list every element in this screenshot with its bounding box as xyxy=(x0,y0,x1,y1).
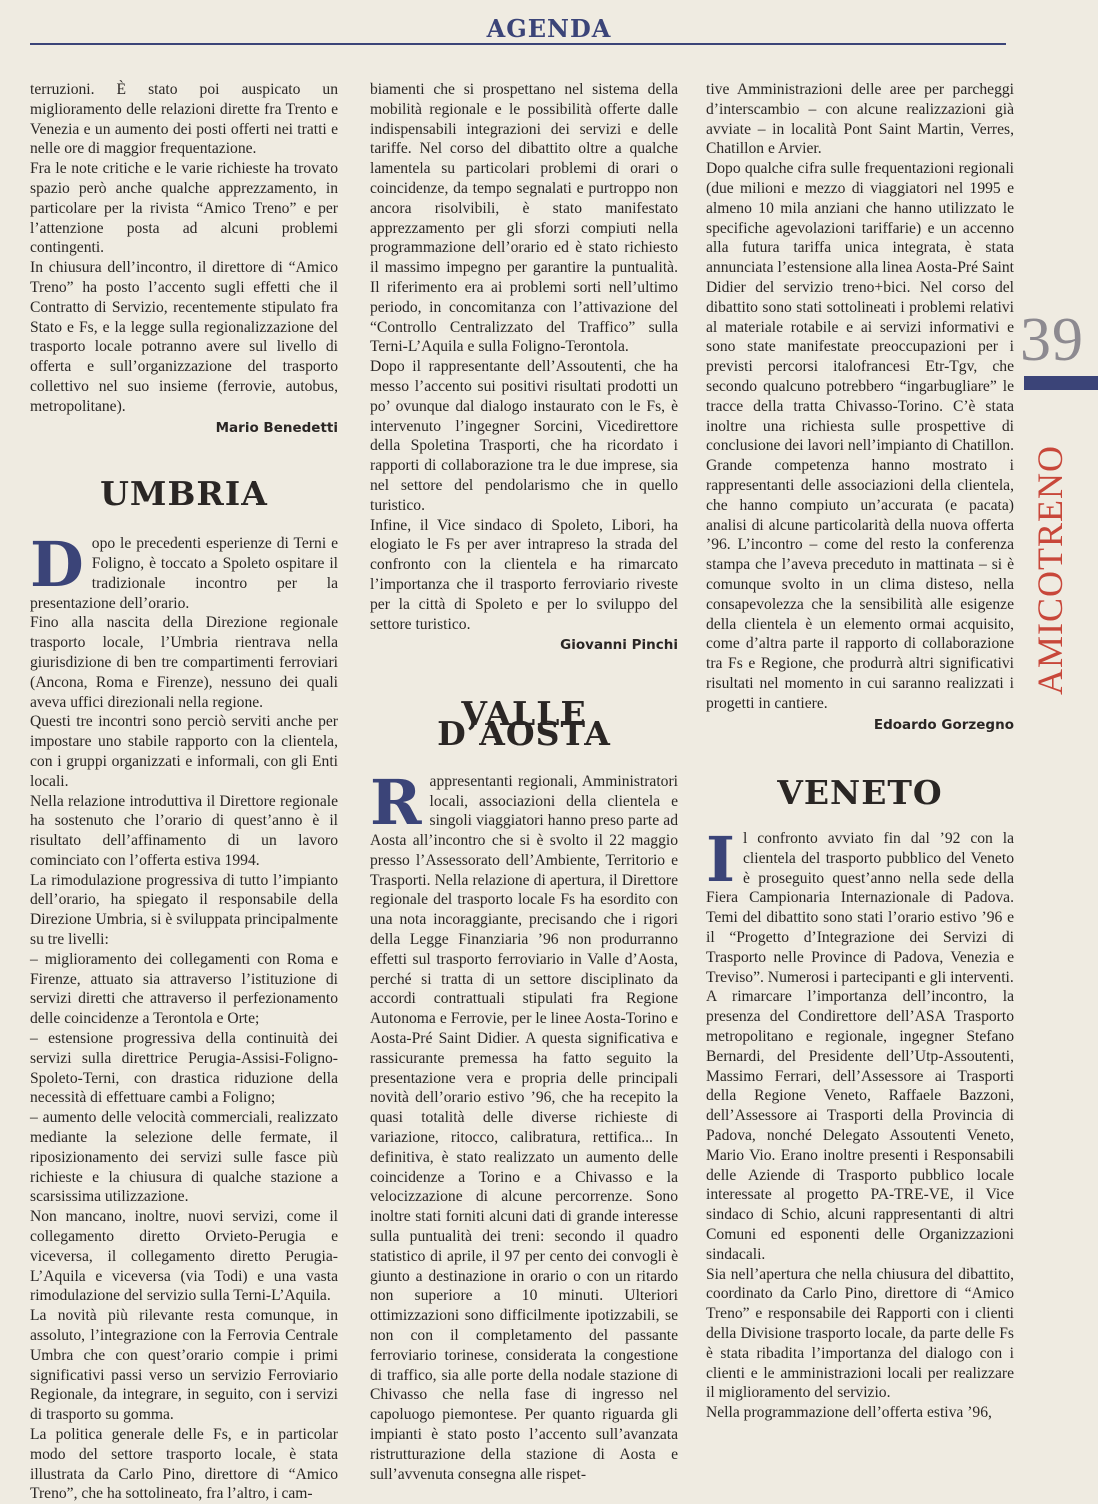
paragraph: biamenti che si prospettano nel sistema della mobilità regionale e le possibilità offerte dalle indispensabili integrazioni dei servizi e delle tariffe. Nel corso del dibattito oltre a qualche lamentela su particolari problemi di orari o coincidenze, da tempo segnalati e purtroppo non ancora risolvibili, è stato manifestato apprezzamento per gli sforzi compiuti nella programmazione dell’orario ed è stato richiesto il massimo impegno per garantire la puntualità. Il riferimento era ai problemi sorti nell’ultimo periodo, in concomitanza con l’attivazione del “Controllo Centralizzato del Traffico” sulla Terni-L’Aquila e sulla Foligno-Terontola. xyxy=(370,81,678,356)
sidebar-accent-bar xyxy=(1024,376,1098,390)
paragraph: Rappresentanti regionali, Amministratori locali, associazioni della clientela e singoli viaggiatori hanno preso parte ad Aosta all’incontro che si è svolto il 22 maggio presso l’Assessorato dell’Ambiente, Territorio e Trasporti. Nella relazione di apertura, il Direttore regionale del trasporto locale Fs ha esordito con una nota incoraggiante, precisando che i rigori della Legge Finanziaria ’96 non produrranno effetti sul trasporto ferroviario in Valle d’Aosta, perché si tratta di un settore disciplinato da accordi contrattuali stipulati fra Regione Autonoma e Ferrovie, per le linee Aosta-Torino e Aosta-Pré Saint Didier. A questa significativa e rassicurante premessa ha fatto seguito la presentazione vera e propria delle principali novità dell’orario estivo ’96, che ha recepito la quasi totalità delle diverse richieste di variazione, ritocco, calibratura, rettifica... In definitiva, è stato realizzato un aumento delle coincidenze a Torino e a Chivasso e la velocizzazione di alcune percorrenze. Sono inoltre stati forniti alcuni dati di grande interesse sulla puntualità dei treni: secondo il quadro statistico di aprile, il 97 per cento dei convogli è giunto a destinazione in orario o con un ritardo non superiore a 10 minuti. Ulteriori ottimizzazioni sono difficilmente ipotizzabili, se non con il completamento del passante ferroviario torinese, considerata la congestione di traffico, sia alle porte della nodale stazione di Chivasso che nella fase di ingresso nel capoluogo piemontese. Per quanto riguarda gli impianti è stato posto l’accento sull’avanzata ristrutturazione della stazione di Aosta e sull’avvenuta consegna alle rispet- xyxy=(370,765,678,1483)
paragraph: Nella programmazione dell’offerta estiva ’96, xyxy=(706,1404,992,1422)
column-1 xyxy=(30,80,338,1504)
paragraph: In chiusura dell’incontro, il direttore di “Amico Treno” ha posto l’accento sugli effetti che il Contratto di Servizio, recentemente stipulato fra Stato e Fs, e la legge sulla regionalizzazione del trasporto locale potranno avere sul livello di offerta e sull’organizzazione del trasporto collettivo nel suo insieme (ferrovie, autobus, metropolitane). xyxy=(30,259,338,415)
author-signature: Mario Benedetti xyxy=(215,419,338,436)
author-signature: Giovanni Pinchi xyxy=(560,637,678,654)
paragraph: Non mancano, inoltre, nuovi servizi, come il collegamento diretto Orvieto-Perugia e viceversa, il collegamento diretto Perugia-L’Aquila e viceversa (via Todi) e una vasta rimodulazione del servizio sulla Terni-L’Aquila. xyxy=(30,1208,338,1305)
drop-cap: I xyxy=(706,823,736,897)
paragraph: Nella relazione introduttiva il Direttore regionale ha sostenuto che l’orario di quest’anno è il risultato dell’affinamento di un lavoro cominciato con l’offerta estiva 1994. xyxy=(30,792,338,869)
paragraph: Il confronto avviato fin dal ’92 con la clientela del trasporto pubblico del Veneto è proseguito quest’anno nella sede della Fiera Campionaria Internazionale di Padova. Temi del dibattito sono stati l’orario estivo ’96 e il “Progetto d’Integrazione dei Servizi di Trasporto nelle Province di Padova, Venezia e Treviso”. Numerosi i partecipanti e gli interventi. xyxy=(706,823,1014,986)
section-title-umbria: UMBRIA xyxy=(100,474,268,514)
column-2 xyxy=(370,80,678,1484)
paragraph: Sia nell’apertura che nella chiusura del dibattito, coordinato da Carlo Pino, direttore di “Amico Treno” e responsabile dei Rapporti con i clienti della Divisione trasporto locale, da parte delle Fs è stata ribadita l’importanza del dialogo con i clienti e le amministrazioni locali per realizzare il miglioramento del servizio. xyxy=(706,1265,1014,1402)
drop-cap: D xyxy=(30,528,84,602)
paragraph: tive Amministrazioni delle aree per parcheggi d’interscambio – con alcune realizzazioni già avviate – in località Pont Saint Martin, Verres, Chatillon e Arvier. xyxy=(706,81,1014,158)
paragraph: – aumento delle velocità commerciali, realizzato mediante la selezione delle fermate, il riposizionamento dei servizi sulle fasce più richieste e la chiusura di qualche stazione a scarsissima utilizzazione. xyxy=(30,1109,338,1206)
paragraph: Infine, il Vice sindaco di Spoleto, Libori, ha elogiato le Fs per aver intrapreso la strada del confronto con la clientela e ha rimarcato l’importanza che il trasporto ferroviario riveste per la città di Spoleto e per lo sviluppo del settore turistico. xyxy=(370,516,678,633)
paragraph: terruzioni. È stato poi auspicato un miglioramento delle relazioni dirette fra Trento e Venezia e un aumento dei posti offerti nei tratti e nelle ore di maggior frequentazione. xyxy=(30,81,338,158)
paragraph: Dopo le precedenti esperienze di Terni e Foligno, è toccato a Spoleto ospitare il tradizionale incontro per la presentazione dell’orario. xyxy=(30,528,338,612)
paragraph: Questi tre incontri sono perciò serviti anche per impostare uno stabile rapporto con la clientela, con i gruppi organizzati e informali, con gli Enti locali. xyxy=(30,713,338,790)
header-rule xyxy=(30,43,1006,45)
paragraph: La novità più rilevante resta comunque, in assoluto, l’integrazione con la Ferrovia Centrale Umbra che con quest’orario compie i primi significativi passi verso un servizio Ferroviario Regionale, da integrare, in seguito, con i servizi di trasporto su gomma. xyxy=(30,1307,338,1424)
section-title-valle-daosta: VALLE D’AOSTA xyxy=(437,694,611,753)
author-signature: Edoardo Gorzegno xyxy=(873,716,1014,733)
section-title-veneto: VENETO xyxy=(777,773,943,813)
drop-cap: R xyxy=(370,765,422,839)
page-number: 39 xyxy=(1020,306,1084,374)
paragraph: A rimarcare l’importanza dell’incontro, la presenza del Condirettore dell’ASA Trasporto metropolitano e regionale, ingegner Stefano Bernardi, del Presidente dell’Utp-Assoutenti, Massimo Ferrari, dell’Assessore ai Trasporti della Regione Veneto, Raffaele Bazzoni, dell’Assessore ai Trasporti della Provincia di Padova, nonché Delegato Assoutenti Veneto, Mario Vio. Erano inoltre presenti i Responsabili delle Aziende di Trasporto pubblico locale interessate al progetto PA-TRE-VE, il Vice sindaco di Schio, alcuni rappresentanti di altri Comuni ed esponenti delle Organizzazioni sindacali. xyxy=(706,988,1014,1263)
paragraph: Fino alla nascita della Direzione regionale trasporto locale, l’Umbria rientrava nella giurisdizione di ben tre compartimenti ferroviari (Ancona, Roma e Firenze), nessuno dei quali aveva uffici direzionali nella regione. xyxy=(30,614,338,711)
magazine-brand: AMICOTRENO xyxy=(1030,445,1070,695)
paragraph: Fra le note critiche e le varie richieste ha trovato spazio però anche qualche apprezzamento, in particolare per la rivista “Amico Treno” e per l’attenzione posta ad alcuni problemi contingenti. xyxy=(30,160,338,257)
paragraph: – miglioramento dei collegamenti con Roma e Firenze, attuato sia attraverso l’istituzione di servizi diretti che attraverso il perfezionamento delle coincidenze a Terontola e Orte; xyxy=(30,950,338,1028)
column-3 xyxy=(706,80,1014,1423)
paragraph: Dopo qualche cifra sulle frequentazioni regionali (due milioni e mezzo di viaggiatori nel 1995 e almeno 10 mila anziani che hanno utilizzato le specifiche agevolazioni tariffarie) e un accenno alla futura tariffa unica integrata, è stata annunciata l’estensione alla linea Aosta-Pré Saint Didier del servizio treno+bici. Nel corso del dibattito sono stati sottolineati i problemi relativi al materiale rotabile e ai servizi informativi e sono state manifestate preoccupazioni per i previsti percorsi italofrancesi Etr-Tgv, che secondo qualcuno potrebbero “ingarbugliare” le tracce della tratta Chivasso-Torino. C’è stata inoltre una richiesta sulle prospettive di conclusione dei lavori nell’impianto di Chatillon. Grande competenza hanno mostrato i rappresentanti delle associazioni della clientela, che hanno compiuto un’accurata (e pacata) analisi di alcune particolarità della nuova offerta ’96. L’incontro – come del resto la conferenza stampa che l’aveva preceduto in mattinata – si è comunque svolto in un clima disteso, nella consapevolezza che la sensibilità alle esigenze della clientela è un elemento ormai acquisito, come d’altra parte il rapporto di collaborazione tra Fs e Regione, che produrrà altri significativi risultati nel momento in cui saranno realizzati i progetti in cantiere. xyxy=(706,160,1014,712)
paragraph: La rimodulazione progressiva di tutto l’impianto dell’orario, ha spiegato il responsabile della Direzione Umbria, si è sviluppata principalmente su tre livelli: xyxy=(30,871,338,949)
paragraph: La politica generale delle Fs, e in particolar modo del settore trasporto locale, è stata illustrata da Carlo Pino, direttore di “Amico Treno”, che ha sottolineato, fra l’altro, i cam- xyxy=(30,1426,338,1503)
section-header: AGENDA xyxy=(486,14,612,43)
paragraph: Dopo il rappresentante dell’Assoutenti, che ha messo l’accento sui positivi risultati prodotti un po’ ovunque dal dialogo instaurato con le Fs, è intervenuto l’ingegner Sorcini, Vicedirettore della Spoletina Trasporti, che ha ricordato i rapporti di collaborazione tra le due imprese, sia nel settore del pendolarismo che in quello turistico. xyxy=(370,358,678,514)
paragraph: – estensione progressiva della continuità dei servizi sulla direttrice Perugia-Assisi-Foligno-Spoleto-Terni, con drastica riduzione della necessità di effettuare cambi a Foligno; xyxy=(30,1030,338,1107)
